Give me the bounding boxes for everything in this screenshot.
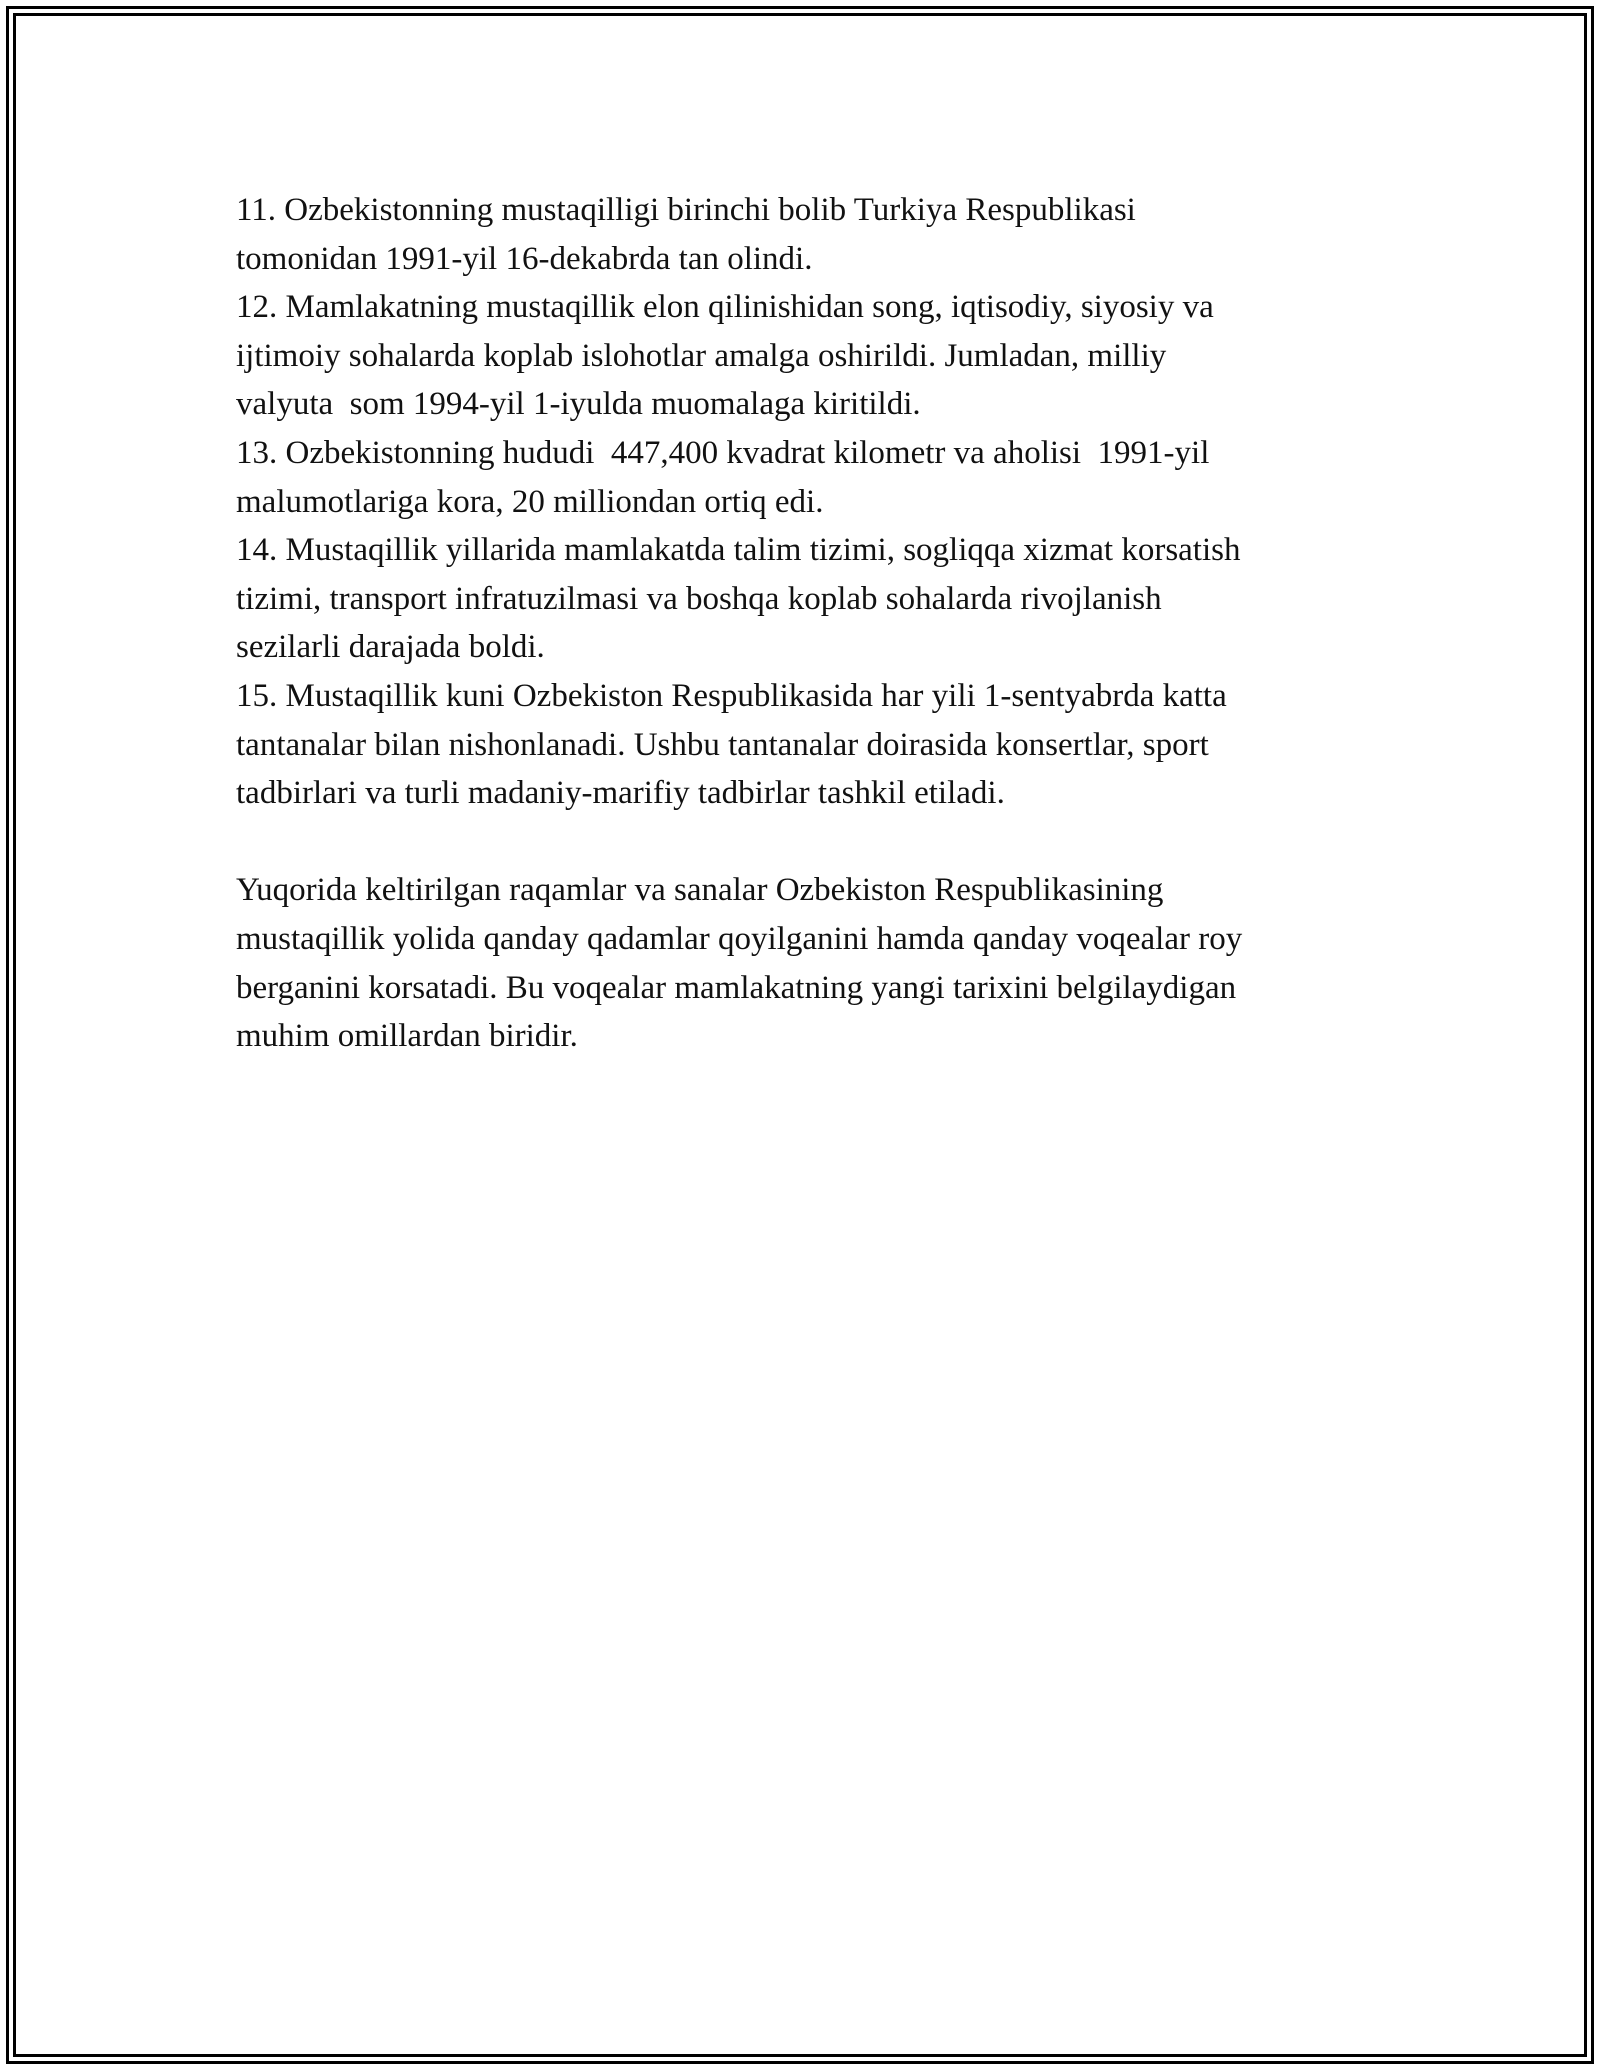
item-15-line-2: tantanalar bilan nishonlanadi. Ushbu tantanalar doirasida konsertlar, sport xyxy=(236,726,1209,763)
conclusion-line-2: mustaqillik yolida qanday qadamlar qoyilganini hamda qanday voqealar roy xyxy=(236,920,1243,957)
item-15-line-3: tadbirlari va turli madaniy-marifiy tadbirlar tashkil etiladi. xyxy=(236,775,1005,812)
item-14-line-3: sezilarli darajada boldi. xyxy=(236,629,545,666)
numbered-facts-list xyxy=(236,186,1386,818)
conclusion-line-1: Yuqorida keltirilgan raqamlar va sanalar Ozbekiston Respublikasining xyxy=(236,872,1164,909)
item-14-line-1: 14. Mustaqillik yillarida mamlakatda talim tizimi, sogliqqa xizmat korsatish xyxy=(236,532,1241,569)
item-13-line-1: 13. Ozbekistonning hududi 447,400 kvadrat kilometr va aholisi 1991-yil xyxy=(236,434,1210,471)
document-body xyxy=(236,186,1386,1061)
conclusion-line-3: berganini korsatadi. Bu voqealar mamlakatning yangi tarixini belgilaydigan xyxy=(236,969,1237,1006)
item-11-line-1: 11. Ozbekistonning mustaqilligi birinchi bolib Turkiya Respublikasi xyxy=(236,192,1136,228)
item-15-line-1: 15. Mustaqillik kuni Ozbekiston Respublikasida har yili 1-sentyabrda katta xyxy=(236,677,1227,714)
item-12-line-2: ijtimoiy sohalarda koplab islohotlar amalga oshirildi. Jumladan, milliy xyxy=(236,337,1167,374)
item-11-line-2: tomonidan 1991-yil 16-dekabrda tan olindi. xyxy=(236,240,813,277)
item-14-line-2: tizimi, transport infratuzilmasi va boshqa koplab sohalarda rivojlanish xyxy=(236,580,1162,617)
conclusion-line-4: muhim omillardan biridir. xyxy=(236,1018,578,1055)
paragraph-gap xyxy=(236,818,1386,867)
item-12-line-3: valyuta som 1994-yil 1-iyulda muomalaga kiritildi. xyxy=(236,386,921,423)
item-13-line-2: malumotlariga kora, 20 milliondan ortiq edi. xyxy=(236,483,824,520)
item-12-line-1: 12. Mamlakatning mustaqillik elon qilinishidan song, iqtisodiy, siyosiy va xyxy=(236,289,1214,326)
conclusion-paragraph xyxy=(236,866,1386,1060)
